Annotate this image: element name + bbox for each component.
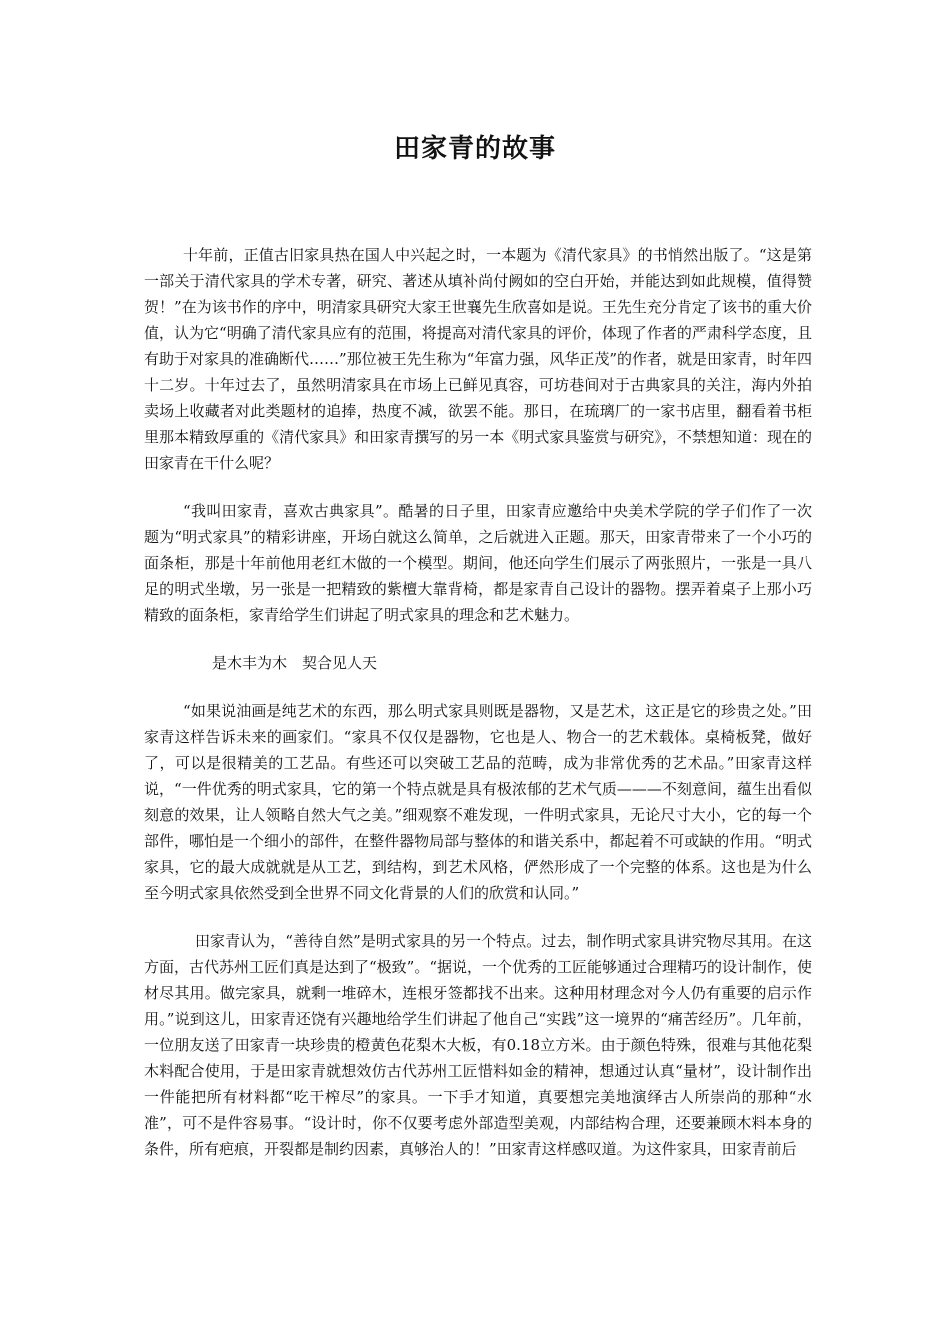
- section-subheading: 是木丰为木 契合见人天: [212, 654, 378, 672]
- document-title: 田家青的故事: [393, 134, 556, 164]
- document-body: [144, 242, 812, 1184]
- paragraph-intro: 十年前，正值古旧家具热在国人中兴起之时，一本题为《清代家具》的书悄然出版了。“这是第一部关于清代家具的学术专著，研究、著述从填补尚付阙如的空白开始，并能达到如此规模，值得赞贺！”在为该书作的序中，明清家具研究大家王世襄先生欣喜如是说。王先生充分肯定了该书的重大价值，认为它“明确了清代家具应有的范围，将提高对清代家具的评价，体现了作者的严肃科学态度，且有助于对家具的准确断代……”那位被王先生称为“年富力强，风华正茂”的作者，就是田家青，时年四十二岁。十年过去了，虽然明清家具在市场上已鲜见真容，可坊巷间对于古典家具的关注，海内外拍卖场上收藏者对此类题材的追捧，热度不减，欲罢不能。那日，在琉璃厂的一家书店里，翻看着书柜里那本精致厚重的《清代家具》和田家青撰写的另一本《明式家具鉴赏与研究》，不禁想知道：现在的田家青在干什么呢？: [144, 246, 813, 472]
- paragraph-art: “如果说油画是纯艺术的东西，那么明式家具则既是器物，又是艺术，这正是它的珍贵之处。”田家青这样告诉未来的画家们。“家具不仅仅是器物，它也是人、物合一的艺术载体。桌椅板凳，做好了，可以是很精美的工艺品。有些还可以突破工艺品的范畴，成为非常优秀的艺术品。”田家青这样说，“一件优秀的明式家具，它的第一个特点就是具有极浓郁的艺术气质———不刻意间，蕴生出看似刻意的效果，让人领略自然大气之美。”细观察不难发现，一件明式家具，无论尺寸大小，它的每一个部件，哪怕是一个细小的部件，在整件器物局部与整体的和谐关系中，都起着不可或缺的作用。“明式家具，它的最大成就就是从工艺，到结构，到艺术风格，俨然形成了一个完整的体系。这也是为什么至今明式家具依然受到全世界不同文化背景的人们的欣赏和认同。”: [144, 702, 812, 902]
- paragraph-nature: 田家青认为，“善待自然”是明式家具的另一个特点。过去，制作明式家具讲究物尽其用。在这方面，古代苏州工匠们真是达到了“极致”。“据说，一个优秀的工匠能够通过合理精巧的设计制作，使材尽其用。做完家具，就剩一堆碎木，连根牙签都找不出来。这种用材理念对今人仍有重要的启示作用。”说到这儿，田家青还饶有兴趣地给学生们讲起了他自己“实践”这一境界的“痛苦经历”。几年前，一位朋友送了田家青一块珍贵的橙黄色花梨木大板，有0.18立方米。由于颜色特殊，很难与其他花梨木料配合使用，于是田家青就想效仿古代苏州工匠惜料如金的精神，想通过认真“量材”，设计制作出一件能把所有材料都“吃干榨尽”的家具。一下手才知道，真要想完美地演绎古人所崇尚的那种“水准”，可不是件容易事。“设计时，你不仅要考虑外部造型美观，内部结构合理，还要兼顾木料本身的条件，所有疤痕，开裂都是制约因素，真够治人的！”田家青这样感叹道。为这件家具，田家青前后: [144, 932, 813, 1158]
- paragraph-lecture: “我叫田家青，喜欢古典家具”。酷暑的日子里，田家青应邀给中央美术学院的学子们作了一次题为“明式家具”的精彩讲座，开场白就这么简单，之后就进入正题。那天，田家青带来了一个小巧的面条柜，那是十年前他用老红木做的一个模型。期间，他还向学生们展示了两张照片，一张是一具八足的明式坐墩，另一张是一把精致的紫檀大靠背椅，都是家青自己设计的器物。摆弄着桌子上那小巧精致的面条柜，家青给学生们讲起了明式家具的理念和艺术魅力。: [144, 502, 812, 624]
